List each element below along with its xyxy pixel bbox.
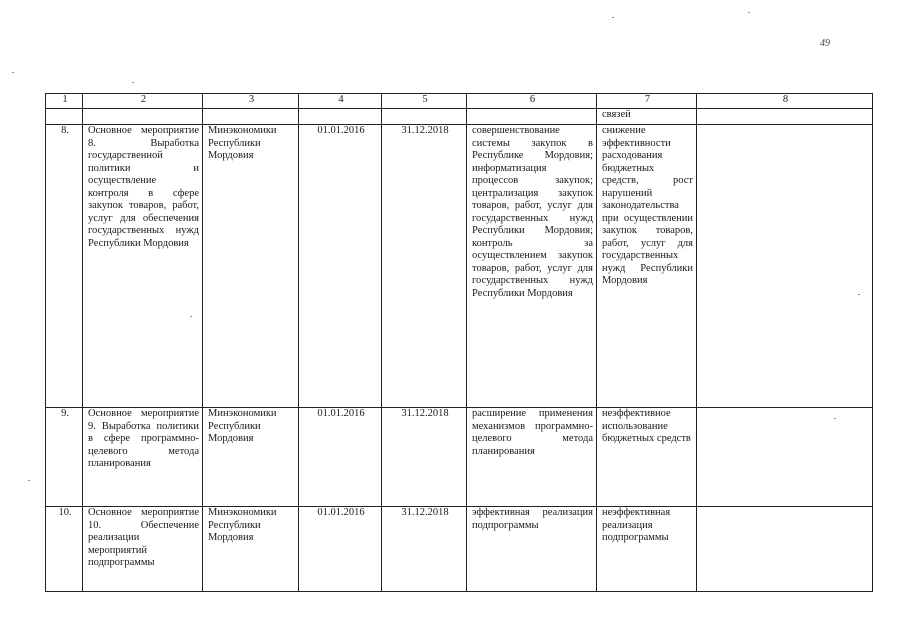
executor-cell: Минэкономики Республики Мордовия — [203, 408, 299, 507]
scan-speck — [190, 316, 192, 317]
continued-consequences-cell: связей — [597, 109, 697, 125]
expected-result-cell: эффективная реализация подпрограммы — [467, 507, 597, 592]
scan-speck — [132, 82, 134, 83]
program-activities-table — [45, 93, 873, 592]
consequences-cell: снижение эффективности расходования бюджетных средств, рост нарушений законодательства при осуществлении закупок товаров, работ, услуг для государственных нужд Республики Мордовия — [597, 125, 697, 408]
executor-cell: Минэкономики Республики Мордовия — [203, 507, 299, 592]
indicator-link-cell — [697, 507, 873, 592]
consequences-cell: неэффективная реализация подпрограммы — [597, 507, 697, 592]
cell-empty — [83, 109, 203, 125]
expected-result-cell: совершенствование системы закупок в Республике Мордовия; информатизация процессов закупок; централизация закупок товаров, работ, услуг для государственных нужд Республики Мордовия; контроль за осуществлением закупок товаров, работ, услуг для государственных нужд Республики Мордовия — [467, 125, 597, 408]
scan-speck — [834, 418, 836, 419]
indicator-link-cell — [697, 125, 873, 408]
scan-speck — [858, 294, 860, 295]
executor-cell: Минэкономики Республики Мордовия — [203, 125, 299, 408]
cell-empty — [203, 109, 299, 125]
end-date-cell: 31.12.2018 — [382, 507, 467, 592]
scan-speck — [12, 72, 14, 73]
activity-cell: Основное мероприятие 8. Выработка государственной политики и осуществление контроля в сфере закупок товаров, работ, услуг для обеспечения государственных нужд Республики Мордовия — [83, 125, 203, 408]
row-number-cell: 8. — [46, 125, 83, 408]
scan-speck — [748, 12, 750, 13]
end-date-cell: 31.12.2018 — [382, 125, 467, 408]
cell-empty — [382, 109, 467, 125]
column-header: 4 — [299, 94, 382, 109]
column-header: 8 — [697, 94, 873, 109]
start-date-cell: 01.01.2016 — [299, 408, 382, 507]
column-header: 5 — [382, 94, 467, 109]
activity-cell: Основное мероприятие 10. Обеспечение реализации мероприятий подпрограммы — [83, 507, 203, 592]
end-date-cell: 31.12.2018 — [382, 408, 467, 507]
column-header-row — [46, 94, 873, 109]
expected-result-cell: расширение применения механизмов программно-целевого метода планирования — [467, 408, 597, 507]
cell-empty — [46, 109, 83, 125]
scan-speck — [28, 480, 30, 481]
continuation-row — [46, 109, 873, 125]
column-header: 1 — [46, 94, 83, 109]
page-number: 49 — [820, 38, 830, 49]
column-header: 6 — [467, 94, 597, 109]
cell-empty — [467, 109, 597, 125]
row-number-cell: 10. — [46, 507, 83, 592]
start-date-cell: 01.01.2016 — [299, 125, 382, 408]
column-header: 3 — [203, 94, 299, 109]
column-header: 7 — [597, 94, 697, 109]
column-header: 2 — [83, 94, 203, 109]
cell-empty — [299, 109, 382, 125]
start-date-cell: 01.01.2016 — [299, 507, 382, 592]
table-row — [46, 507, 873, 592]
consequences-cell: неэффективное использование бюджетных средств — [597, 408, 697, 507]
activity-cell: Основное мероприятие 9. Выработка политики в сфере программно-целевого метода планирования — [83, 408, 203, 507]
indicator-link-cell — [697, 408, 873, 507]
scan-speck — [612, 17, 614, 18]
cell-empty — [697, 109, 873, 125]
row-number-cell: 9. — [46, 408, 83, 507]
table-row — [46, 408, 873, 507]
table-row — [46, 125, 873, 408]
